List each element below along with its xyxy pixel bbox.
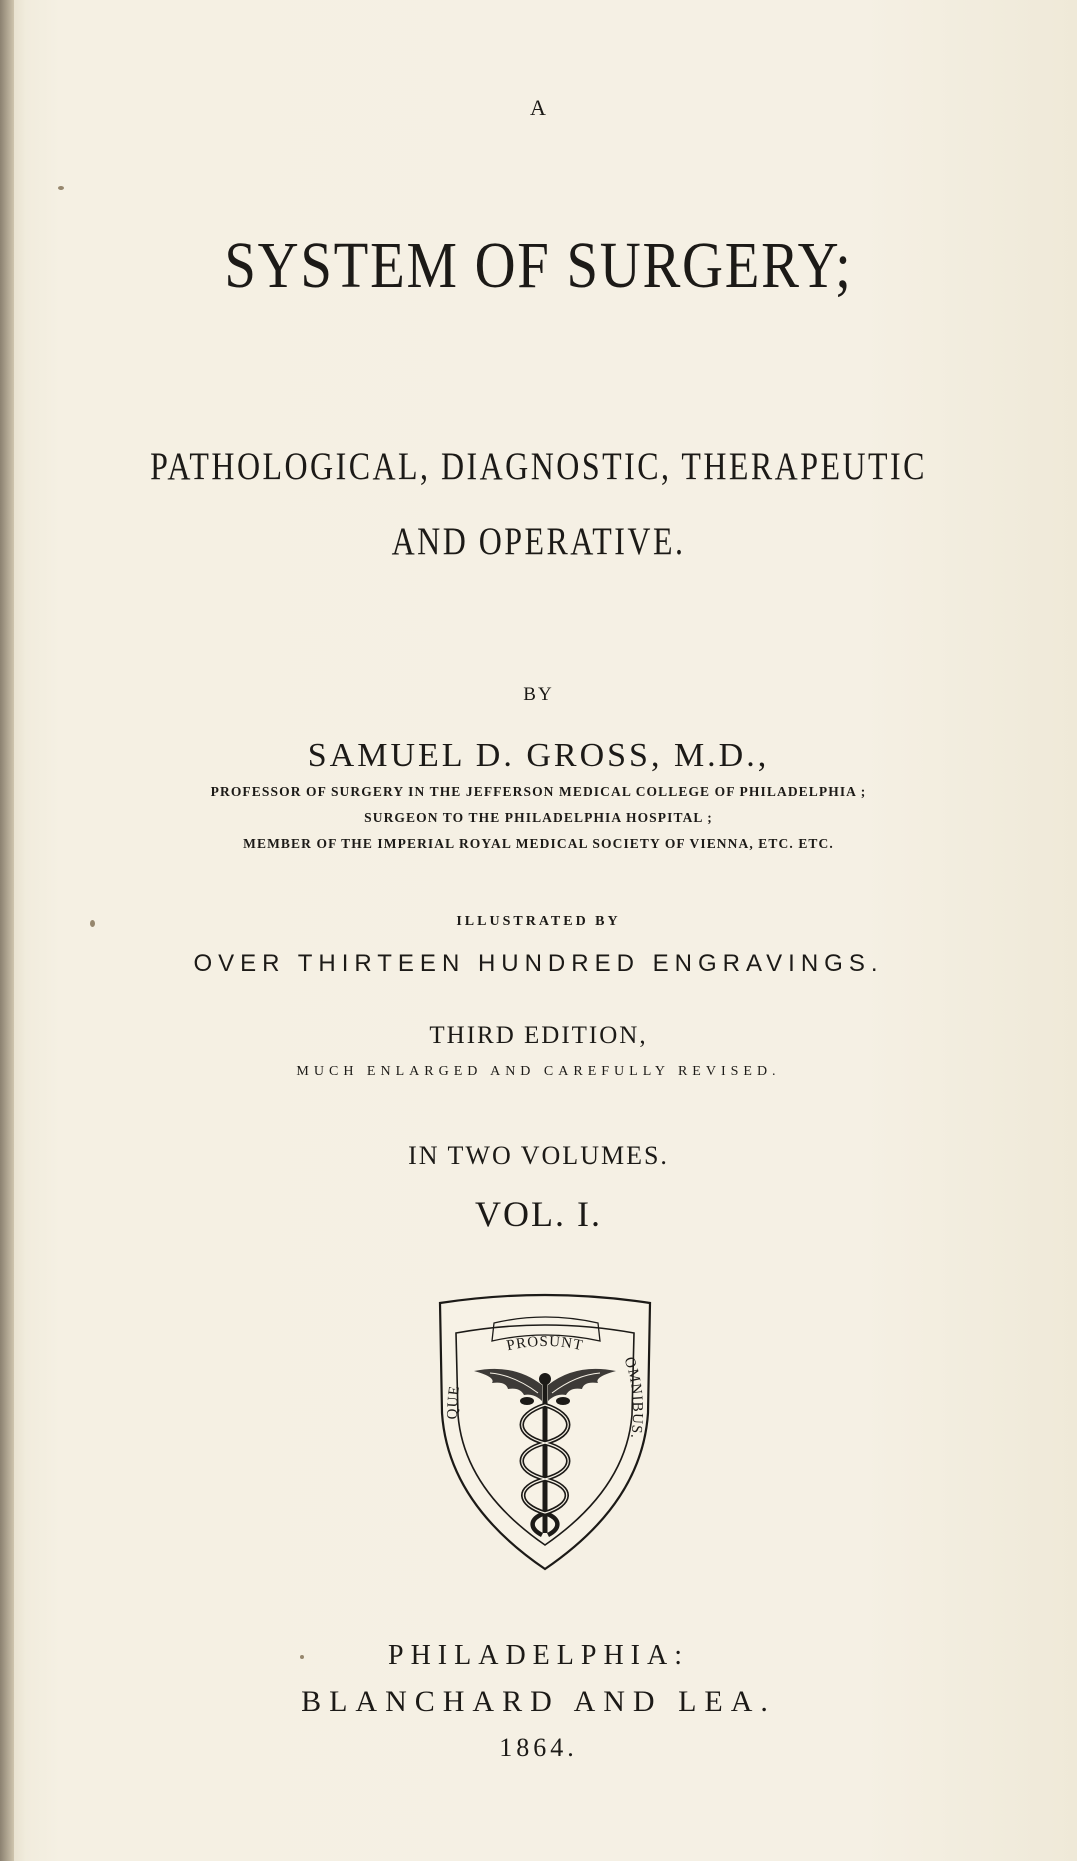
- author-credential-3: MEMBER OF THE IMPERIAL ROYAL MEDICAL SOCIETY OF VIENNA, ETC. ETC.: [243, 836, 834, 851]
- title-article: A: [530, 95, 547, 120]
- edition-label: THIRD EDITION,: [429, 1022, 648, 1049]
- book-binding-edge: [0, 0, 14, 1861]
- paper-speck: [58, 186, 64, 190]
- paper-speck: [300, 1655, 304, 1659]
- volumes-count: IN TWO VOLUMES.: [408, 1141, 669, 1170]
- illustrated-by-label: ILLUSTRATED BY: [456, 914, 621, 929]
- by-label: BY: [523, 684, 554, 705]
- subtitle-line-1: PATHOLOGICAL, DIAGNOSTIC, THERAPEUTIC: [150, 445, 927, 488]
- author-credential-1: PROFESSOR OF SURGERY IN THE JEFFERSON MEDICAL COLLEGE OF PHILADELPHIA ;: [210, 784, 867, 799]
- motto-left: QUE: [444, 1384, 464, 1420]
- publisher-name: BLANCHARD AND LEA.: [301, 1685, 776, 1718]
- subtitle-line-2: AND OPERATIVE.: [391, 520, 686, 563]
- publication-year: 1864.: [499, 1733, 578, 1762]
- revision-note: MUCH ENLARGED AND CAREFULLY REVISED.: [296, 1064, 781, 1079]
- engravings-note: OVER THIRTEEN HUNDRED ENGRAVINGS.: [193, 950, 884, 977]
- motto-top: PROSUNT: [505, 1333, 585, 1355]
- motto-right: OMNIBUS.: [620, 1355, 646, 1441]
- author-credential-2: SURGEON TO THE PHILADELPHIA HOSPITAL ;: [364, 810, 713, 825]
- book-title: SYSTEM OF SURGERY;: [224, 229, 853, 302]
- svg-text:QUE: [445, 1384, 463, 1419]
- publication-place: PHILADELPHIA:: [388, 1640, 689, 1671]
- volume-number: VOL. I.: [475, 1194, 602, 1234]
- paper-speck: [90, 920, 95, 927]
- author-name: SAMUEL D. GROSS, M.D.,: [307, 737, 770, 774]
- caduceus-shield-icon: [434, 1293, 656, 1573]
